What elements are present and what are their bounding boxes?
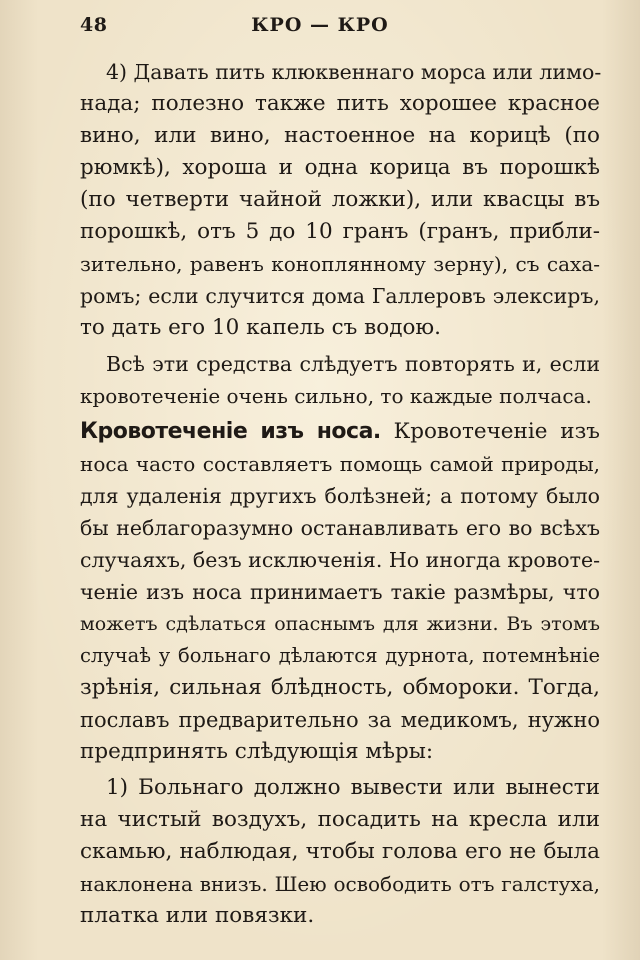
text-line: ромъ; если случится дома Галлеровъ элексиръ,	[80, 284, 600, 308]
text-line: (по четверти чайной ложки), или квасцы въ	[80, 187, 600, 212]
text-line: скамью, наблюдая, чтобы голова его не была	[80, 839, 600, 864]
body-text	[80, 56, 600, 932]
text-line: то дать его 10 капель съ водою.	[80, 315, 441, 340]
heading-line-rest: Кровотеченіе изъ	[380, 419, 600, 444]
text-line: предпринять слѣдующія мѣры:	[80, 739, 434, 764]
text-line: носа часто составляетъ помощь самой природы,	[80, 452, 600, 476]
text-line: 4) Давать пить клюквеннаго морса или лимо-	[106, 60, 602, 84]
text-line: наклонена внизъ. Шею освободить отъ галстуха,	[80, 872, 600, 896]
text-line: нада; полезно также пить хорошее красное	[80, 91, 600, 116]
text-line: порошкѣ, отъ 5 до 10 гранъ (гранъ, прибли-	[80, 219, 600, 244]
paragraph-4	[80, 772, 600, 932]
page-number: 48	[80, 14, 108, 36]
text-line	[80, 416, 600, 448]
text-line: на чистый воздухъ, посадить на кресла или	[80, 807, 600, 832]
text-line: кровотеченіе очень сильно, то каждые полчаса.	[80, 384, 592, 408]
text-line: можетъ сдѣлаться опаснымъ для жизни. Въ этомъ	[80, 613, 600, 635]
text-line: 1) Больнаго должно вывести или вынести	[106, 775, 600, 800]
text-line: Всѣ эти средства слѣдуетъ повторять и, если	[106, 352, 600, 376]
running-head: КРО — КРО	[251, 14, 389, 36]
paragraph-2	[80, 348, 600, 412]
text-line: бы неблагоразумно останавливать его во всѣхъ	[80, 516, 600, 540]
text-line: для удаленія другихъ болѣзней; а потому было	[80, 484, 600, 508]
text-line: ченіе изъ носа принимаетъ такіе размѣры, что	[80, 580, 600, 604]
section-heading: Кровотеченіе изъ носа.	[80, 419, 381, 444]
text-line: пославъ предварительно за медикомъ, нужно	[80, 708, 600, 732]
text-line: случаяхъ, безъ исключенія. Но иногда кровоте-	[80, 548, 600, 572]
paragraph-3	[80, 416, 600, 768]
text-line: рюмкѣ), хороша и одна корица въ порошкѣ	[80, 155, 600, 180]
text-line: случаѣ у больнаго дѣлаются дурнота, потемнѣніе	[80, 644, 600, 667]
text-line: зрѣнія, сильная блѣдность, обмороки. Тогда,	[80, 675, 600, 700]
text-line: вино, или вино, настоенное на корицѣ (по	[80, 123, 600, 148]
text-line: платка или повязки.	[80, 903, 315, 928]
paragraph-1	[80, 56, 600, 344]
text-line: зительно, равенъ коноплянному зерну), съ саха-	[80, 252, 600, 276]
